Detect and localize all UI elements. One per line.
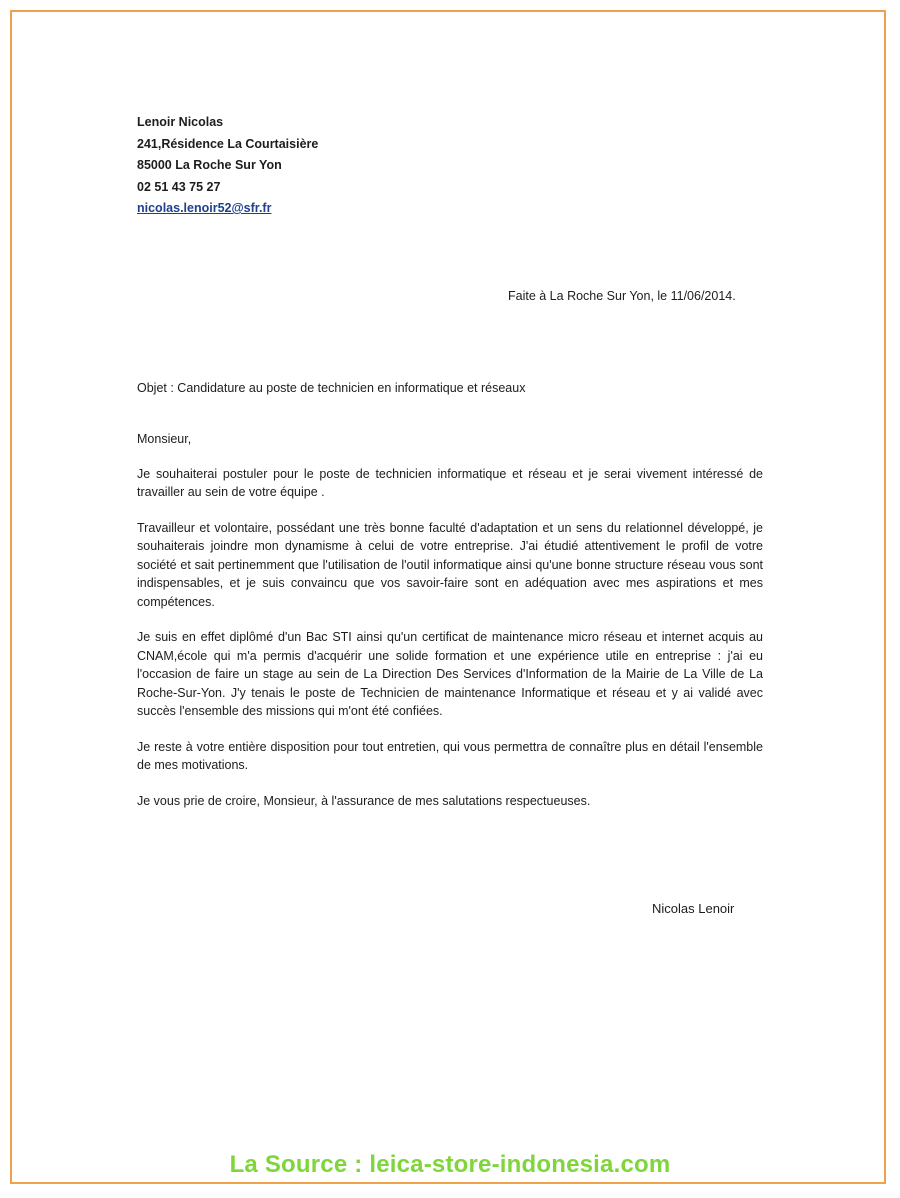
paragraph-3: Je suis en effet diplômé d'un Bac STI ainsi qu'un certificat de maintenance micro réseau et internet acquis au CNAM,école qui m'a permis d'acquérir une solide formation et une expérience utile en entreprise : j'ai eu l'occasion de faire un stage au sein de La Direction Des Services d'Information de la Mairie de La Ville de La Roche-Sur-Yon. J'y tenais le poste de Technicien de maintenance Informatique et réseau et y ai validé avec succès l'ensemble des missions qui m'ont été confiées.: [137, 630, 763, 718]
paragraph-2: Travailleur et volontaire, possédant une très bonne faculté d'adaptation et un sens du relationnel développé, je souhaiterais joindre mon dynamisme à celui de votre entreprise. J'ai étudié attentivement le profil de votre société et sait pertinemment que l'utilisation de l'outil informatique ainsi qu'une bonne structure réseau vous sont indispensables, et je suis convaincu que vos savoir-faire sont en adéquation avec mes aspirations et mes compétences.: [137, 520, 763, 609]
sender-city: 85000 La Roche Sur Yon: [137, 158, 282, 172]
salutation: Monsieur,: [137, 432, 192, 446]
sender-block: [137, 112, 318, 220]
sender-name: Lenoir Nicolas: [137, 115, 224, 129]
closing-formula: Je vous prie de croire, Monsieur, à l'assurance de mes salutations respectueuses.: [137, 793, 591, 808]
sender-phone: 02 51 43 75 27: [137, 179, 221, 194]
source-watermark: La Source : leica-store-indonesia.com: [229, 1151, 671, 1178]
letter-body: [137, 430, 763, 827]
date-line: Faite à La Roche Sur Yon, le 11/06/2014.: [508, 289, 736, 303]
sender-address: 241,Résidence La Courtaisière: [137, 136, 319, 151]
paragraph-1: Je souhaiterai postuler pour le poste de technicien informatique et réseau et je serai vivement intéressé de travailler au sein de votre équipe .: [137, 466, 763, 499]
paragraph-4: Je reste à votre entière disposition pour tout entretien, qui vous permettra de connaître plus en détail l'ensemble de mes motivations.: [137, 739, 763, 772]
sender-email-link[interactable]: nicolas.lenoir52@sfr.fr: [137, 201, 272, 215]
signature: Nicolas Lenoir: [652, 901, 735, 916]
subject-line: Objet : Candidature au poste de technicien en informatique et réseaux: [137, 381, 526, 395]
